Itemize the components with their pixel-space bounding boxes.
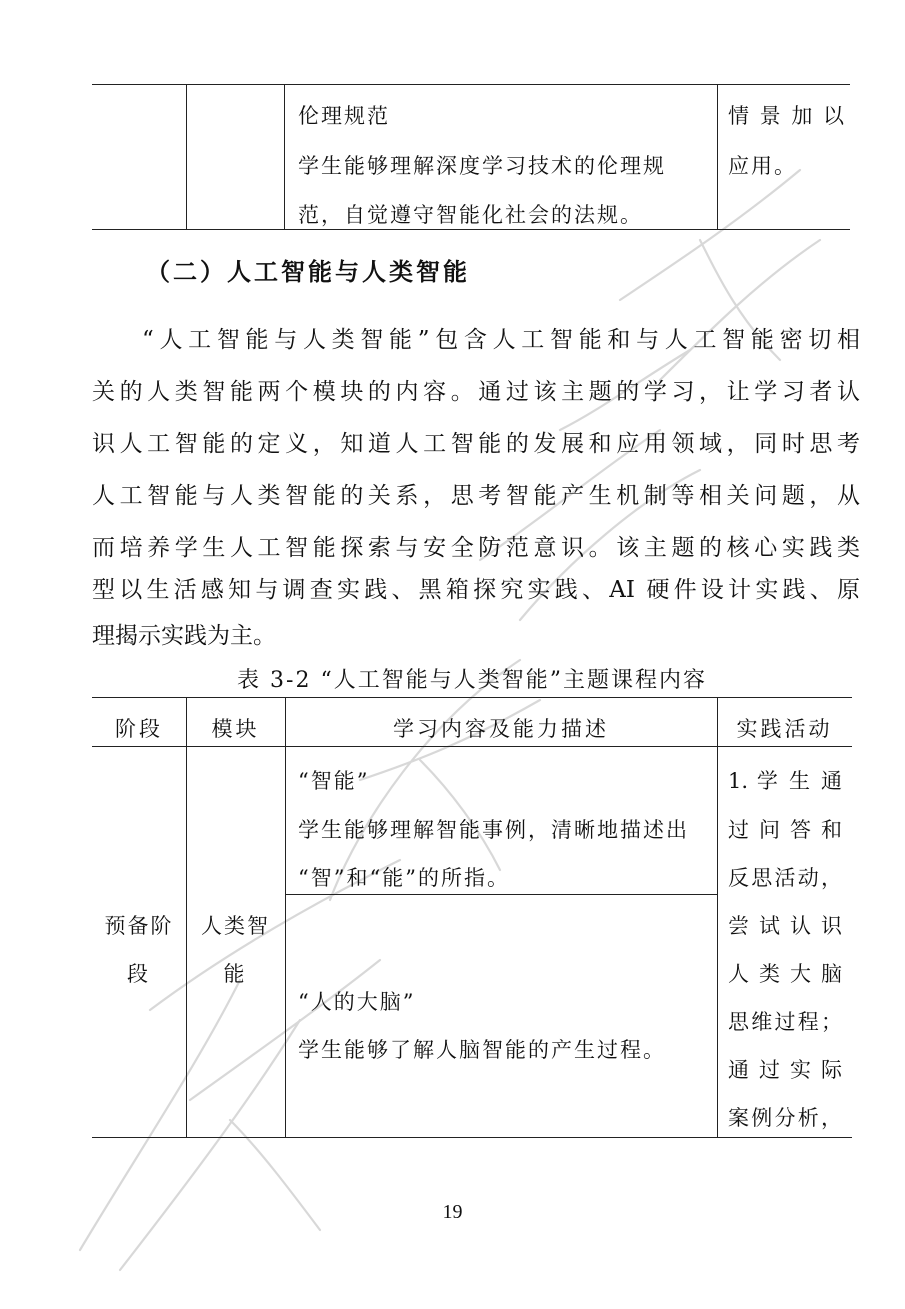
module-cell-line: 人类智: [201, 914, 270, 938]
module-cell-line: 能: [223, 962, 248, 986]
top-table-top-border: [92, 84, 850, 85]
header-stage: 阶段: [115, 717, 163, 741]
table-header-border: [92, 746, 852, 747]
activity-line: 尝 试 认 识: [728, 914, 842, 938]
stage-cell-line: 段: [127, 962, 151, 986]
top-table-activity-line: 情 景 加 以: [728, 104, 847, 128]
activity-line: 1. 学 生 通: [728, 769, 842, 793]
paragraph-line: 型以生活感知与调查实践、黑箱探究实践、AI 硬件设计实践、原: [92, 577, 860, 603]
paragraph-line: 而培养学生人工智能探索与安全防范意识。该主题的核心实践类: [92, 535, 860, 561]
table-row-divider: [285, 894, 717, 895]
page-number: 19: [442, 1201, 463, 1223]
paragraph-line: 人工智能与人类智能的关系，思考智能产生机制等相关问题，从: [92, 483, 860, 509]
paragraph-line: “人工智能与人类智能”包含人工智能和与人工智能密切相: [142, 327, 860, 353]
header-content: 学习内容及能力描述: [393, 717, 609, 741]
stage-cell-line: 预备阶: [104, 914, 174, 938]
activity-line: 过 问 答 和: [728, 818, 842, 842]
content-row-line: “人的大脑”: [298, 990, 416, 1014]
activity-line: 通 过 实 际: [728, 1058, 842, 1082]
section-heading: （二）人工智能与人类智能: [146, 257, 470, 286]
activity-line: 反思活动，: [728, 866, 842, 890]
top-table-bottom-border: [92, 229, 850, 230]
content-row-line: 学生能够理解智能事例，清晰地描述出: [298, 818, 689, 842]
table-column-divider: [285, 697, 286, 1138]
table-caption: 表 3-2 “人工智能与人类智能”主题课程内容: [237, 668, 707, 693]
top-table-content-line: 学生能够理解深度学习技术的伦理规: [298, 154, 666, 178]
top-table-content-line: 范，自觉遵守智能化社会的法规。: [298, 203, 643, 227]
paragraph-line: 关的人类智能两个模块的内容。通过该主题的学习，让学习者认: [92, 379, 860, 405]
top-table-divider: [717, 84, 718, 230]
top-table-content-line: 伦理规范: [298, 104, 390, 128]
activity-line: 人 类 大 脑: [728, 962, 842, 986]
activity-line: 案例分析，: [728, 1106, 842, 1130]
activity-line: 思维过程；: [728, 1010, 842, 1034]
paragraph-line: 识人工智能的定义，知道人工智能的发展和应用领域，同时思考: [92, 431, 860, 457]
table-bottom-border: [92, 1137, 852, 1138]
table-top-border: [92, 697, 852, 698]
top-table-divider: [186, 84, 187, 230]
content-row-line: 学生能够了解人脑智能的产生过程。: [298, 1038, 666, 1062]
paragraph-line: 理揭示实践为主。: [92, 623, 276, 649]
header-module: 模块: [211, 717, 260, 741]
table-column-divider: [717, 697, 718, 1138]
top-table-divider: [284, 84, 285, 230]
header-activity: 实践活动: [736, 717, 833, 741]
top-table-activity-line: 应用。: [728, 154, 797, 178]
content-row-line: “智能”: [298, 769, 370, 793]
content-row-line: “智”和“能”的所指。: [298, 866, 510, 890]
